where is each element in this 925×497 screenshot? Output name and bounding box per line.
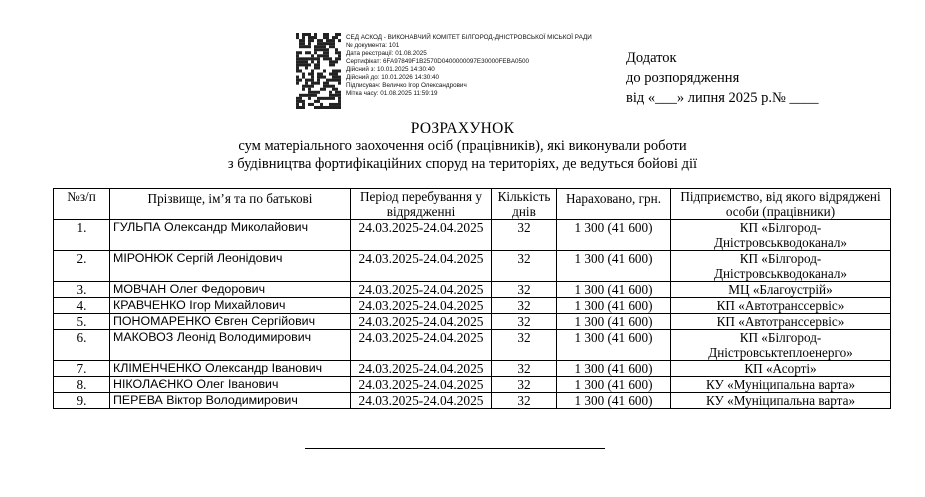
signature-line: [305, 448, 605, 449]
cell-amount: 1 300 (41 600): [557, 377, 671, 393]
table-header-row: [54, 189, 891, 220]
appendix-line-1: Додаток: [626, 50, 677, 66]
cell-period: 24.03.2025-24.04.2025: [351, 282, 492, 298]
cell-days: 32: [492, 377, 557, 393]
cell-name: МОВЧАН Олег Федорович: [110, 282, 351, 298]
stamp-line-timestamp: Мітка часу: 01.08.2025 11:59:19: [346, 90, 438, 98]
appendix-line-3: від «___» липня 2025 р.№ ____: [626, 90, 819, 106]
cell-name: ГУЛЬПА Олександр Миколайович: [110, 220, 351, 251]
cell-days: 32: [492, 330, 557, 361]
stamp-line-system: СЕД АСКОД - ВИКОНАВЧИЙ КОМІТЕТ БІЛГОРОД-ДНІСТРОВСЬКОЇ МІСЬКОЇ РАДИ: [346, 34, 592, 41]
table-row: [54, 314, 891, 330]
qr-code: [296, 33, 341, 109]
table-row: [54, 298, 891, 314]
header-period: Період перебування у відрядженні: [351, 189, 492, 220]
cell-period: 24.03.2025-24.04.2025: [351, 393, 492, 409]
cell-company: КП «Білгород-Дністровськводоканал»: [671, 220, 891, 251]
cell-company: КП «Автотранссервіс»: [671, 314, 891, 330]
header-days: Кількість днів: [492, 189, 557, 220]
cell-name: КРАВЧЕНКО Ігор Михайлович: [110, 298, 351, 314]
cell-company: КП «Білгород-Дністровськводоканал»: [671, 251, 891, 282]
cell-period: 24.03.2025-24.04.2025: [351, 298, 492, 314]
cell-days: 32: [492, 298, 557, 314]
cell-amount: 1 300 (41 600): [557, 282, 671, 298]
cell-days: 32: [492, 251, 557, 282]
header-amount: Нараховано, грн.: [557, 189, 671, 220]
cell-company: МЦ «Благоустрій»: [671, 282, 891, 298]
table-row: [54, 361, 891, 377]
cell-company: КУ «Муніципальна варта»: [671, 393, 891, 409]
cell-name: КЛІМЕНЧЕНКО Олександр Іванович: [110, 361, 351, 377]
header-company: Підприємство, від якого відряджені особи (працівники): [671, 189, 891, 220]
table-row: [54, 282, 891, 298]
cell-amount: 1 300 (41 600): [557, 314, 671, 330]
cell-amount: 1 300 (41 600): [557, 393, 671, 409]
cell-num: 4.: [54, 298, 110, 314]
table-row: [54, 377, 891, 393]
cell-num: 8.: [54, 377, 110, 393]
cell-period: 24.03.2025-24.04.2025: [351, 220, 492, 251]
cell-days: 32: [492, 393, 557, 409]
cell-num: 3.: [54, 282, 110, 298]
cell-name: НІКОЛАЄНКО Олег Іванович: [110, 377, 351, 393]
cell-days: 32: [492, 314, 557, 330]
table-row: [54, 220, 891, 251]
cell-period: 24.03.2025-24.04.2025: [351, 314, 492, 330]
document-heading: РОЗРАХУНОК: [410, 120, 515, 137]
table-row: [54, 393, 891, 409]
cell-period: 24.03.2025-24.04.2025: [351, 330, 492, 361]
calculation-table: [53, 188, 891, 409]
cell-company: КП «Білгород-Дністровськтеплоенерго»: [671, 330, 891, 361]
stamp-line-certificate: Сертифікат: 6FA97849F1B2570D0400000097E30000FEBA0500: [346, 58, 530, 66]
cell-name: ПЕРЕВА Віктор Володимирович: [110, 393, 351, 409]
table-row: [54, 251, 891, 282]
cell-amount: 1 300 (41 600): [557, 361, 671, 377]
cell-company: КП «Автотранссервіс»: [671, 298, 891, 314]
cell-amount: 1 300 (41 600): [557, 251, 671, 282]
cell-period: 24.03.2025-24.04.2025: [351, 377, 492, 393]
cell-name: ПОНОМАРЕНКО Євген Сергійович: [110, 314, 351, 330]
cell-days: 32: [492, 361, 557, 377]
cell-num: 5.: [54, 314, 110, 330]
cell-period: 24.03.2025-24.04.2025: [351, 361, 492, 377]
electronic-signature-stamp: [346, 34, 592, 98]
table-row: [54, 330, 891, 361]
cell-name: МІРОНЮК Сергій Леонідович: [110, 251, 351, 282]
stamp-line-signer: Підписувач: Величко Ігор Олександрович: [346, 82, 467, 90]
cell-num: 2.: [54, 251, 110, 282]
stamp-line-valid-to: Дійсний до: 10.01.2026 14:30:40: [346, 74, 440, 82]
cell-days: 32: [492, 220, 557, 251]
cell-num: 9.: [54, 393, 110, 409]
stamp-line-doc-number: № документа: 101: [346, 42, 400, 50]
cell-company: КУ «Муніципальна варта»: [671, 377, 891, 393]
cell-days: 32: [492, 282, 557, 298]
stamp-line-valid-from: Дійсний з: 10.01.2025 14:30:40: [346, 66, 435, 74]
appendix-line-2: до розпорядження: [626, 70, 740, 86]
header-name: Прізвище, ім’я та по батькові: [110, 189, 351, 220]
document-subtitle-line-1: сум матеріального заохочення осіб (працівників), які виконували роботи: [238, 138, 687, 154]
cell-period: 24.03.2025-24.04.2025: [351, 251, 492, 282]
cell-company: КП «Асорті»: [671, 361, 891, 377]
cell-amount: 1 300 (41 600): [557, 298, 671, 314]
stamp-line-reg-date: Дата реєстрації: 01.08.2025: [346, 50, 427, 58]
cell-name: МАКОВОЗ Леонід Володимирович: [110, 330, 351, 361]
cell-amount: 1 300 (41 600): [557, 330, 671, 361]
cell-amount: 1 300 (41 600): [557, 220, 671, 251]
cell-num: 1.: [54, 220, 110, 251]
appendix-reference: [626, 48, 819, 108]
cell-num: 6.: [54, 330, 110, 361]
header-num: №з/п: [54, 189, 110, 220]
document-subtitle-line-2: з будівництва фортифікаційних споруд на територіях, де ведуться бойові дії: [227, 156, 698, 172]
cell-num: 7.: [54, 361, 110, 377]
